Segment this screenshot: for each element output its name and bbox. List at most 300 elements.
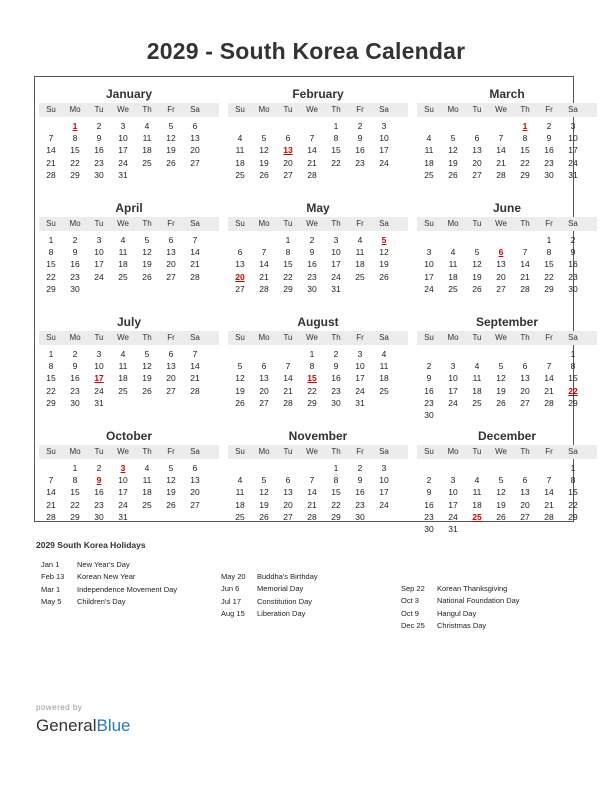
day-cell: 31: [94, 397, 104, 408]
weekday-label: Tu: [283, 333, 293, 342]
day-cell: 18: [448, 271, 458, 282]
day-cell: 21: [307, 499, 317, 510]
weekday-header: [228, 445, 408, 459]
day-cell: 29: [46, 283, 56, 294]
day-cell: 12: [142, 361, 152, 372]
day-cell: 23: [355, 499, 365, 510]
day-cell: 5: [450, 133, 456, 144]
day-cell: 28: [520, 283, 530, 294]
month-august: [228, 309, 408, 421]
day-cell: 26: [496, 511, 506, 522]
day-cell: 6: [474, 133, 480, 144]
weekday-label: Th: [331, 333, 341, 342]
day-cell: 3: [357, 349, 363, 359]
day-cell: 5: [498, 361, 504, 372]
day-cell: 1: [72, 463, 78, 473]
day-cell: 21: [283, 385, 293, 396]
holiday-day: 6: [498, 247, 504, 258]
day-cell: 26: [379, 271, 389, 282]
weekday-label: Th: [520, 333, 530, 342]
day-cell: 15: [544, 259, 554, 270]
day-cell: 24: [355, 385, 365, 396]
day-cell: 25: [118, 385, 128, 396]
day-cell: 7: [546, 475, 552, 486]
weekday-label: Su: [424, 105, 434, 114]
day-cell: 11: [142, 475, 152, 486]
month-november: [228, 423, 408, 535]
weekday-header: [417, 217, 597, 231]
day-cell: 7: [309, 133, 315, 144]
weekday-label: Fr: [545, 105, 553, 114]
day-cell: 6: [285, 133, 291, 144]
day-cell: 5: [237, 361, 243, 372]
day-cell: 29: [46, 397, 56, 408]
day-cell: 8: [309, 361, 315, 372]
holiday-date: May 5: [41, 597, 62, 607]
day-cell: 27: [235, 283, 245, 294]
day-cell: 4: [144, 463, 150, 473]
day-cell: 20: [190, 145, 200, 156]
day-cell: 12: [379, 247, 389, 258]
day-cell: 1: [285, 235, 291, 245]
day-cell: 15: [331, 145, 341, 156]
day-cell: 14: [520, 259, 530, 270]
day-cell: 19: [166, 487, 176, 498]
day-cell: 9: [357, 475, 363, 486]
holiday-name: Buddha's Birthday: [257, 572, 318, 581]
day-cell: 14: [307, 487, 317, 498]
day-cell: 14: [307, 145, 317, 156]
month-name: August: [297, 315, 339, 329]
weekday-label: Tu: [94, 333, 104, 342]
day-cell: 11: [235, 487, 245, 498]
day-cell: 30: [70, 283, 80, 294]
day-cell: 21: [190, 259, 200, 270]
day-cell: 10: [448, 487, 458, 498]
day-cell: 29: [70, 511, 80, 522]
weekday-label: Fr: [356, 219, 364, 228]
day-cell: 17: [355, 373, 365, 384]
weekday-label: Mo: [69, 333, 81, 342]
day-cell: 20: [283, 157, 293, 168]
day-cell: 8: [285, 247, 291, 258]
day-cell: 19: [259, 157, 269, 168]
day-cell: 17: [379, 487, 389, 498]
weekday-label: Tu: [94, 219, 104, 228]
weekday-label: Mo: [447, 105, 459, 114]
day-cell: 7: [309, 475, 315, 486]
day-cell: 9: [546, 133, 552, 144]
month-december: [417, 423, 597, 535]
day-cell: 3: [381, 463, 387, 473]
day-cell: 17: [424, 271, 434, 282]
day-cell: 29: [283, 283, 293, 294]
day-cell: 26: [259, 511, 269, 522]
day-cell: 10: [379, 133, 389, 144]
holiday-name: Memorial Day: [257, 584, 304, 594]
weekday-label: Mo: [258, 105, 270, 114]
day-cell: 24: [568, 157, 578, 168]
day-cell: 11: [472, 487, 482, 498]
day-cell: 30: [568, 283, 578, 294]
holiday-date: Mar 1: [41, 584, 61, 594]
day-cell: 24: [94, 271, 104, 282]
day-cell: 8: [570, 475, 576, 486]
day-cell: 19: [379, 259, 389, 270]
day-cell: 19: [259, 499, 269, 510]
weekday-label: We: [117, 333, 129, 342]
holiday-day: 17: [94, 373, 104, 384]
day-cell: 29: [520, 169, 530, 180]
day-cell: 25: [448, 283, 458, 294]
day-cell: 7: [192, 349, 198, 359]
day-cell: 16: [355, 487, 365, 498]
day-cell: 15: [331, 487, 341, 498]
day-cell: 19: [235, 385, 245, 396]
day-cell: 28: [496, 169, 506, 180]
day-cell: 12: [496, 373, 506, 384]
month-name: February: [292, 87, 344, 101]
month-name: January: [105, 87, 153, 101]
weekday-label: Tu: [472, 105, 482, 114]
day-cell: 9: [357, 133, 363, 144]
day-cell: 10: [118, 133, 128, 144]
day-cell: 23: [424, 397, 434, 408]
day-cell: 29: [307, 397, 317, 408]
day-cell: 16: [568, 259, 578, 270]
holiday-date: Dec 25: [401, 621, 425, 631]
day-cell: 10: [379, 475, 389, 486]
day-cell: 21: [46, 157, 56, 168]
day-cell: 5: [261, 475, 267, 486]
day-cell: 27: [520, 397, 530, 408]
weekday-label: Fr: [356, 447, 364, 456]
month-march: [417, 81, 597, 193]
day-cell: 18: [472, 499, 482, 510]
day-cell: 8: [72, 133, 78, 144]
day-cell: 7: [546, 361, 552, 372]
day-cell: 17: [448, 385, 458, 396]
weekday-label: Fr: [167, 447, 175, 456]
day-cell: 4: [474, 361, 480, 372]
month-april: [39, 195, 219, 307]
weekday-label: Mo: [447, 333, 459, 342]
weekday-label: Su: [46, 333, 56, 342]
day-cell: 30: [94, 511, 104, 522]
weekday-label: Th: [142, 333, 152, 342]
weekday-label: Mo: [447, 447, 459, 456]
day-cell: 10: [94, 361, 104, 372]
day-cell: 24: [448, 397, 458, 408]
day-cell: 16: [94, 145, 104, 156]
day-cell: 23: [331, 385, 341, 396]
day-cell: 15: [46, 259, 56, 270]
day-cell: 20: [520, 499, 530, 510]
day-cell: 17: [331, 259, 341, 270]
day-cell: 27: [190, 157, 200, 168]
day-cell: 11: [424, 145, 434, 156]
day-cell: 13: [190, 133, 200, 144]
day-cell: 30: [544, 169, 554, 180]
day-cell: 22: [307, 385, 317, 396]
weekday-label: Tu: [472, 447, 482, 456]
day-cell: 3: [96, 235, 102, 245]
day-cell: 28: [190, 271, 200, 282]
day-cell: 1: [570, 463, 576, 473]
day-cell: 2: [357, 121, 363, 131]
weekday-label: Mo: [258, 333, 270, 342]
day-cell: 12: [259, 145, 269, 156]
day-cell: 21: [46, 499, 56, 510]
holiday-name: Christmas Day: [437, 621, 487, 631]
day-cell: 14: [190, 361, 200, 372]
weekday-label: We: [495, 105, 507, 114]
day-cell: 26: [142, 271, 152, 282]
day-cell: 13: [520, 373, 530, 384]
day-cell: 23: [355, 157, 365, 168]
weekday-header: [417, 103, 597, 117]
day-cell: 7: [261, 247, 267, 258]
month-name: July: [116, 315, 141, 329]
month-name: May: [306, 201, 330, 215]
day-cell: 4: [120, 235, 126, 245]
month-october: [39, 423, 219, 535]
day-cell: 6: [237, 247, 243, 258]
weekday-label: Sa: [568, 447, 578, 456]
day-cell: 12: [142, 247, 152, 258]
day-cell: 17: [379, 145, 389, 156]
weekday-label: Tu: [283, 105, 293, 114]
day-cell: 2: [96, 121, 102, 131]
calendar-grid: [34, 76, 578, 534]
day-cell: 22: [46, 385, 56, 396]
weekday-label: Mo: [69, 219, 81, 228]
day-cell: 6: [192, 463, 198, 473]
month-january: [39, 81, 219, 193]
weekday-label: Sa: [379, 333, 389, 342]
day-cell: 23: [70, 385, 80, 396]
day-cell: 8: [48, 247, 54, 258]
day-cell: 23: [568, 271, 578, 282]
day-cell: 27: [496, 283, 506, 294]
holiday-name: New Year's Day: [77, 560, 130, 569]
day-cell: 2: [570, 235, 576, 245]
weekday-label: Fr: [356, 105, 364, 114]
day-cell: 12: [166, 475, 176, 486]
day-cell: 26: [448, 169, 458, 180]
day-cell: 22: [70, 499, 80, 510]
weekday-label: Fr: [167, 333, 175, 342]
day-cell: 28: [307, 169, 317, 180]
day-cell: 23: [307, 271, 317, 282]
day-cell: 5: [261, 133, 267, 144]
weekday-label: We: [306, 447, 318, 456]
day-cell: 30: [424, 410, 434, 420]
holiday-name: Children's Day: [77, 597, 126, 607]
day-cell: 1: [546, 235, 552, 245]
day-cell: 5: [474, 247, 480, 258]
day-cell: 9: [570, 247, 576, 258]
day-cell: 19: [496, 385, 506, 396]
day-cell: 26: [166, 157, 176, 168]
day-cell: 9: [309, 247, 315, 258]
day-cell: 31: [331, 283, 341, 294]
day-cell: 12: [235, 373, 245, 384]
weekday-label: We: [495, 447, 507, 456]
weekday-label: Th: [331, 447, 341, 456]
month-july: [39, 309, 219, 421]
day-cell: 14: [496, 145, 506, 156]
day-cell: 10: [94, 247, 104, 258]
day-cell: 28: [544, 397, 554, 408]
day-cell: 17: [448, 499, 458, 510]
day-cell: 25: [235, 169, 245, 180]
weekday-label: We: [117, 105, 129, 114]
day-cell: 2: [96, 463, 102, 473]
generalblue-logo[interactable]: [36, 716, 131, 736]
day-cell: 31: [568, 169, 578, 180]
day-cell: 4: [237, 133, 243, 144]
weekday-label: We: [306, 333, 318, 342]
day-cell: 27: [190, 499, 200, 510]
day-cell: 22: [520, 157, 530, 168]
day-cell: 18: [379, 373, 389, 384]
weekday-label: Sa: [190, 447, 200, 456]
day-cell: 11: [379, 361, 389, 372]
holidays-title: 2029 South Korea Holidays: [36, 540, 146, 550]
day-cell: 31: [118, 169, 128, 180]
day-cell: 19: [142, 259, 152, 270]
brand-general: General: [36, 716, 97, 735]
day-cell: 14: [46, 145, 56, 156]
day-cell: 17: [568, 145, 578, 156]
day-cell: 2: [426, 475, 432, 486]
day-cell: 2: [72, 349, 78, 359]
day-cell: 13: [166, 247, 176, 258]
day-cell: 20: [259, 385, 269, 396]
day-cell: 24: [331, 271, 341, 282]
day-cell: 5: [168, 121, 174, 131]
day-cell: 4: [426, 133, 432, 144]
day-cell: 12: [259, 487, 269, 498]
day-cell: 22: [46, 271, 56, 282]
weekday-label: Fr: [545, 219, 553, 228]
day-cell: 27: [283, 511, 293, 522]
day-cell: 10: [355, 361, 365, 372]
weekday-label: We: [306, 105, 318, 114]
day-cell: 23: [424, 511, 434, 522]
weekday-label: We: [117, 219, 129, 228]
day-cell: 24: [379, 499, 389, 510]
day-cell: 1: [48, 349, 54, 359]
holiday-day: 9: [96, 475, 102, 486]
day-cell: 29: [568, 397, 578, 408]
day-cell: 1: [333, 463, 339, 473]
day-cell: 3: [96, 349, 102, 359]
day-cell: 10: [118, 475, 128, 486]
day-cell: 3: [381, 121, 387, 131]
weekday-label: Th: [520, 105, 530, 114]
holiday-day: 5: [381, 235, 387, 245]
day-cell: 4: [381, 349, 387, 359]
day-cell: 24: [94, 385, 104, 396]
day-cell: 15: [46, 373, 56, 384]
holiday-day: 13: [283, 145, 293, 156]
weekday-label: Tu: [94, 105, 104, 114]
day-cell: 30: [355, 511, 365, 522]
day-cell: 9: [72, 247, 78, 258]
day-cell: 5: [498, 475, 504, 486]
holiday-day: 3: [120, 463, 126, 473]
day-cell: 19: [448, 157, 458, 168]
day-cell: 11: [448, 259, 458, 270]
weekday-header: [228, 331, 408, 345]
day-cell: 22: [544, 271, 554, 282]
day-cell: 19: [142, 373, 152, 384]
brand-blue: Blue: [96, 716, 131, 735]
day-cell: 23: [94, 499, 104, 510]
weekday-label: Fr: [167, 219, 175, 228]
day-cell: 29: [544, 283, 554, 294]
weekday-label: We: [306, 219, 318, 228]
day-cell: 25: [118, 271, 128, 282]
day-cell: 20: [190, 487, 200, 498]
day-cell: 9: [426, 487, 432, 498]
day-cell: 14: [259, 259, 269, 270]
weekday-label: Su: [235, 333, 245, 342]
day-cell: 30: [307, 283, 317, 294]
day-cell: 3: [450, 361, 456, 372]
holiday-name: Independence Movement Day: [77, 584, 178, 594]
day-cell: 16: [307, 259, 317, 270]
weekday-label: Su: [424, 333, 434, 342]
month-may: [228, 195, 408, 307]
weekday-header: [417, 331, 597, 345]
day-cell: 28: [46, 511, 56, 522]
day-cell: 27: [520, 511, 530, 522]
day-cell: 22: [331, 157, 341, 168]
month-name: November: [288, 429, 348, 443]
day-cell: 18: [235, 499, 245, 510]
day-cell: 28: [190, 385, 200, 396]
day-cell: 10: [331, 247, 341, 258]
day-cell: 24: [379, 157, 389, 168]
day-cell: 24: [118, 157, 128, 168]
day-cell: 14: [544, 373, 554, 384]
day-cell: 6: [168, 235, 174, 245]
day-cell: 8: [72, 475, 78, 486]
day-cell: 7: [48, 475, 54, 486]
day-cell: 9: [96, 133, 102, 144]
day-cell: 25: [142, 157, 152, 168]
day-cell: 6: [192, 121, 198, 131]
month-name: October: [105, 429, 152, 443]
day-cell: 16: [424, 385, 434, 396]
weekday-label: Th: [142, 219, 152, 228]
day-cell: 18: [142, 145, 152, 156]
weekday-label: Fr: [167, 105, 175, 114]
day-cell: 6: [168, 349, 174, 359]
day-cell: 17: [118, 145, 128, 156]
day-cell: 30: [331, 397, 341, 408]
day-cell: 19: [496, 499, 506, 510]
day-cell: 26: [259, 169, 269, 180]
day-cell: 13: [472, 145, 482, 156]
day-cell: 11: [118, 361, 128, 372]
month-name: September: [475, 315, 539, 329]
holiday-date: Sep 22: [401, 584, 425, 593]
day-cell: 12: [496, 487, 506, 498]
